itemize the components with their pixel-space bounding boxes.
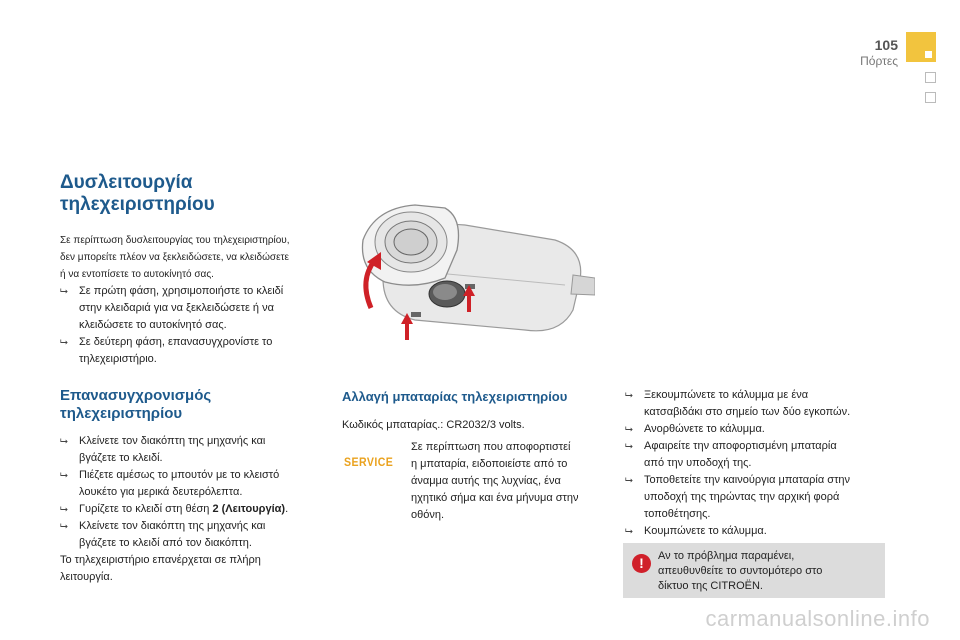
bullet-marker-icon: ⮡ <box>625 390 633 401</box>
step-line: Κλείνετε τον διακόπτη της μηχανής και <box>79 435 266 447</box>
resync-outro <box>60 552 330 586</box>
warning-text <box>658 549 880 594</box>
intro-line: ή να εντοπίσετε το αυτοκίνητό σας. <box>60 269 214 280</box>
bullet-marker-icon: ⮡ <box>60 504 68 515</box>
bullet-marker-icon: ⮡ <box>625 526 633 537</box>
list-item <box>60 433 330 467</box>
bullet-marker-icon: ⮡ <box>60 521 68 532</box>
malfunction-title-line1: Δυσλειτουργία <box>60 172 193 193</box>
step-line: βγάζετε το κλειδί. <box>79 452 163 464</box>
resync-section <box>60 387 330 586</box>
bullet-line: τηλεχειριστήριο. <box>79 353 157 365</box>
step-line: λουκέτο για μερικά δευτερόλεπτα. <box>79 486 243 498</box>
list-item <box>625 387 895 421</box>
resync-steps <box>60 433 330 552</box>
list-item <box>60 467 330 501</box>
malfunction-intro <box>60 232 330 283</box>
battery-title: Αλλαγή μπαταρίας τηλεχειριστηρίου <box>342 389 568 404</box>
resync-title-line1: Επανασυγχρονισμός <box>60 387 212 404</box>
bullet-marker-icon: ⮡ <box>625 441 633 452</box>
malfunction-title-line2: τηλεχειριστηρίου <box>60 194 215 215</box>
service-description <box>411 439 611 524</box>
service-line: οθόνη. <box>411 509 445 521</box>
list-item <box>625 438 895 472</box>
page-number: 105 <box>874 37 898 53</box>
step-line: τοποθέτησης. <box>644 508 711 520</box>
list-item <box>60 334 330 368</box>
bullet-marker-icon: ⮡ <box>60 436 68 447</box>
warning-line: Αν το πρόβλημα παραμένει, <box>658 550 795 562</box>
service-line: άναμμα αυτής της λυχνίας, ένα <box>411 475 561 487</box>
chapter-tab-active <box>906 32 936 62</box>
bullet-marker-icon: ⮡ <box>625 475 633 486</box>
step-line: Αφαιρείτε την αποφορτισμένη μπαταρία <box>644 440 837 452</box>
warning-box <box>623 543 885 598</box>
tab-dot <box>925 51 932 58</box>
bullet-marker-icon: ⮡ <box>60 286 68 297</box>
intro-line: δεν μπορείτε πλέον να ξεκλειδώσετε, να κλειδώσετε <box>60 252 289 263</box>
step-line: Ανορθώνετε το κάλυμμα. <box>644 423 765 435</box>
list-item <box>60 518 330 552</box>
list-item <box>625 523 895 540</box>
step-line: κατσαβιδάκι στο σημείο των δύο εγκοπών. <box>644 406 851 418</box>
step-line: Πιέζετε αμέσως το μπουτόν με το κλειστό <box>79 469 280 481</box>
list-item <box>625 472 895 523</box>
service-line: Σε περίπτωση που αποφορτιστεί <box>411 441 571 453</box>
list-item <box>60 501 330 518</box>
warning-line: απευθυνθείτε το συντομότερο στο <box>658 565 823 577</box>
step-line: Ξεκουμπώνετε το κάλυμμα με ένα <box>644 389 809 401</box>
ignition-position: 2 (Λειτουργία) <box>212 503 286 515</box>
step-line <box>79 501 330 518</box>
malfunction-title <box>60 172 330 216</box>
step-text: Γυρίζετε το κλειδί στη θέση <box>79 503 213 515</box>
step-line: Τοποθετείτε την καινούργια μπαταρία στην <box>644 474 851 486</box>
battery-section <box>342 389 612 434</box>
bullet-line: στην κλειδαριά για να ξεκλειδώσετε ή να <box>79 302 274 314</box>
chapter-tab-box-1 <box>925 72 936 83</box>
list-item <box>625 421 895 438</box>
resync-title <box>60 387 330 423</box>
bullet-marker-icon: ⮡ <box>60 470 68 481</box>
bullet-line: κλειδώσετε το αυτοκίνητό σας. <box>79 319 227 331</box>
service-line: ηχητικό σήμα και ένα μήνυμα στην <box>411 492 579 504</box>
chapter-tab-box-2 <box>925 92 936 103</box>
step-line: βγάζετε το κλειδί από τον διακόπτη. <box>79 537 252 549</box>
bullet-marker-icon: ⮡ <box>625 424 633 435</box>
battery-steps-section <box>625 387 895 540</box>
step-line: υποδοχή της τηρώντας την αρχική φορά <box>644 491 840 503</box>
battery-steps <box>625 387 895 540</box>
malfunction-section <box>60 172 330 368</box>
section-title: Πόρτες <box>860 54 898 68</box>
intro-line: Σε περίπτωση δυσλειτουργίας του τηλεχειριστηρίου, <box>60 235 290 246</box>
service-line: η μπαταρία, ειδοποιείστε από το <box>411 458 568 470</box>
service-warning-icon: SERVICE <box>344 455 394 469</box>
resync-title-line2: τηλεχειριστηρίου <box>60 405 183 422</box>
outro-line: λειτουργία. <box>60 571 113 583</box>
battery-code: Κωδικός μπαταρίας.: CR2032/3 volts. <box>342 419 525 431</box>
step-line: Κλείνετε τον διακόπτη της μηχανής και <box>79 520 266 532</box>
bullet-line: Σε δεύτερη φάση, επανασυγχρονίστε το <box>79 336 273 348</box>
bullet-line: Σε πρώτη φάση, χρησιμοποιήστε το κλειδί <box>79 285 284 297</box>
exclamation-icon: ! <box>632 554 651 573</box>
bullet-marker-icon: ⮡ <box>60 337 68 348</box>
step-line: Κουμπώνετε το κάλυμμα. <box>644 525 767 537</box>
outro-line: Το τηλεχειριστήριο επανέρχεται σε πλήρη <box>60 554 261 566</box>
malfunction-bullets <box>60 283 330 368</box>
watermark: carmanualsonline.info <box>705 606 930 631</box>
step-line: από την υποδοχή της. <box>644 457 752 469</box>
key-fob-illustration <box>345 200 595 350</box>
warning-line: δίκτυο της CITROËN. <box>658 580 763 592</box>
step-text-end: . <box>285 503 289 515</box>
list-item <box>60 283 330 334</box>
